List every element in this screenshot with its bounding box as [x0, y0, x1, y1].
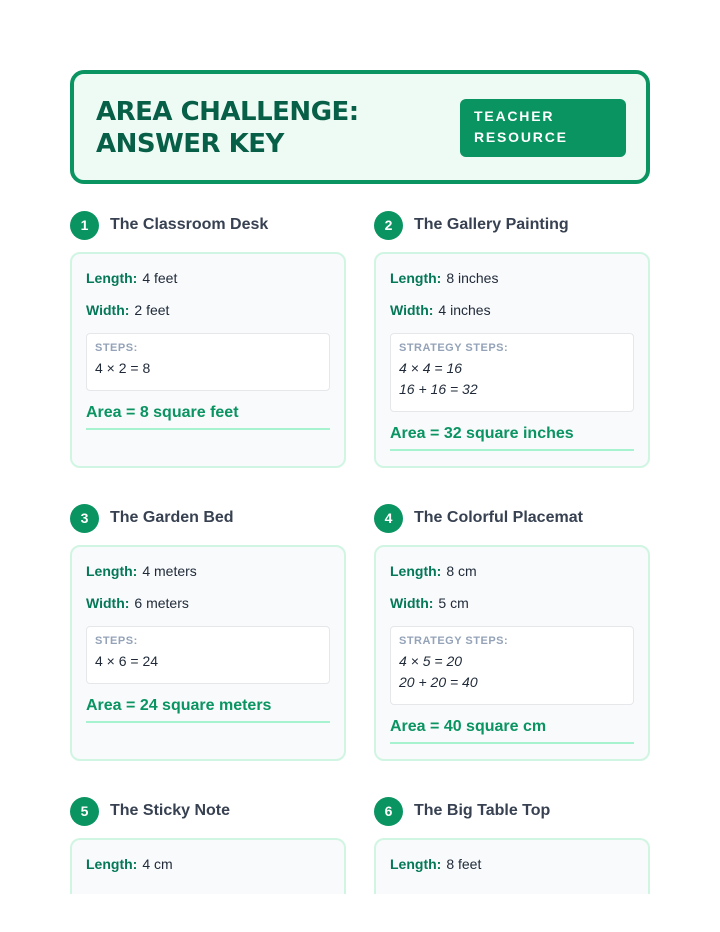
problem-card — [374, 252, 650, 468]
problem-card — [70, 545, 346, 761]
length-label: Length: — [86, 563, 138, 579]
width-row — [86, 595, 189, 611]
problem-number-badge: 6 — [374, 797, 403, 826]
step-line: 4 × 6 = 24 — [95, 653, 159, 669]
page-title-line-2: ANSWER KEY — [96, 129, 284, 159]
width-label: Width: — [86, 302, 130, 318]
steps-label: STRATEGY STEPS: — [399, 635, 509, 647]
problem-card — [374, 838, 650, 894]
steps-box — [86, 626, 330, 684]
problem-title: The Big Table Top — [414, 802, 551, 819]
area-answer: Area = 24 square meters — [86, 697, 330, 723]
width-label: Width: — [390, 595, 434, 611]
length-row — [86, 856, 173, 872]
steps-label: STEPS: — [95, 635, 138, 647]
problem-number-badge: 3 — [70, 504, 99, 533]
length-label: Length: — [390, 856, 442, 872]
length-row — [86, 563, 197, 579]
problem-card — [70, 252, 346, 468]
page-title-line-1: AREA CHALLENGE: — [96, 97, 359, 127]
header-banner — [70, 70, 650, 184]
problem-header — [70, 796, 230, 826]
width-row — [390, 595, 469, 611]
problem-header — [374, 796, 550, 826]
step-line: 4 × 4 = 16 — [399, 360, 463, 376]
length-value: 4 feet — [142, 270, 178, 286]
length-value: 4 meters — [142, 563, 197, 579]
width-value: 4 inches — [438, 302, 491, 318]
step-line: 4 × 2 = 8 — [95, 360, 151, 376]
problem-header — [70, 503, 234, 533]
teacher-resource-badge — [460, 99, 626, 157]
strategy-steps-box — [390, 626, 634, 705]
steps-box — [86, 333, 330, 391]
strategy-steps-box — [390, 333, 634, 412]
area-answer: Area = 40 square cm — [390, 718, 634, 744]
length-row — [390, 856, 481, 872]
problem-title: The Gallery Painting — [414, 216, 569, 233]
page-title — [96, 96, 359, 160]
length-row — [390, 270, 498, 286]
problem-header — [70, 210, 268, 240]
problem-number-badge: 5 — [70, 797, 99, 826]
problem-header — [374, 503, 583, 533]
badge-line-1: TEACHER — [474, 108, 555, 124]
problem-title: The Colorful Placemat — [414, 509, 583, 526]
problem-card — [374, 545, 650, 761]
length-label: Length: — [390, 563, 442, 579]
step-line: 20 + 20 = 40 — [399, 674, 478, 690]
area-answer: Area = 8 square feet — [86, 404, 330, 430]
width-value: 6 meters — [134, 595, 189, 611]
steps-label: STEPS: — [95, 342, 138, 354]
length-label: Length: — [390, 270, 442, 286]
width-row — [390, 302, 491, 318]
problem-card — [70, 838, 346, 894]
width-value: 2 feet — [134, 302, 170, 318]
problem-number-badge: 1 — [70, 211, 99, 240]
step-line: 4 × 5 = 20 — [399, 653, 463, 669]
badge-line-2: RESOURCE — [474, 129, 568, 145]
area-answer: Area = 32 square inches — [390, 425, 634, 451]
steps-label: STRATEGY STEPS: — [399, 342, 509, 354]
problem-title: The Classroom Desk — [110, 216, 269, 233]
length-value: 8 inches — [446, 270, 499, 286]
step-line: 16 + 16 = 32 — [399, 381, 478, 397]
problem-title: The Garden Bed — [110, 509, 234, 526]
length-value: 4 cm — [142, 856, 173, 872]
problem-title: The Sticky Note — [110, 802, 231, 819]
problem-number-badge: 4 — [374, 504, 403, 533]
length-label: Length: — [86, 856, 138, 872]
length-value: 8 cm — [446, 563, 477, 579]
problem-number-badge: 2 — [374, 211, 403, 240]
length-row — [390, 563, 477, 579]
width-row — [86, 302, 169, 318]
width-value: 5 cm — [438, 595, 469, 611]
length-row — [86, 270, 177, 286]
width-label: Width: — [86, 595, 130, 611]
length-value: 8 feet — [446, 856, 482, 872]
length-label: Length: — [86, 270, 138, 286]
problem-header — [374, 210, 569, 240]
width-label: Width: — [390, 302, 434, 318]
